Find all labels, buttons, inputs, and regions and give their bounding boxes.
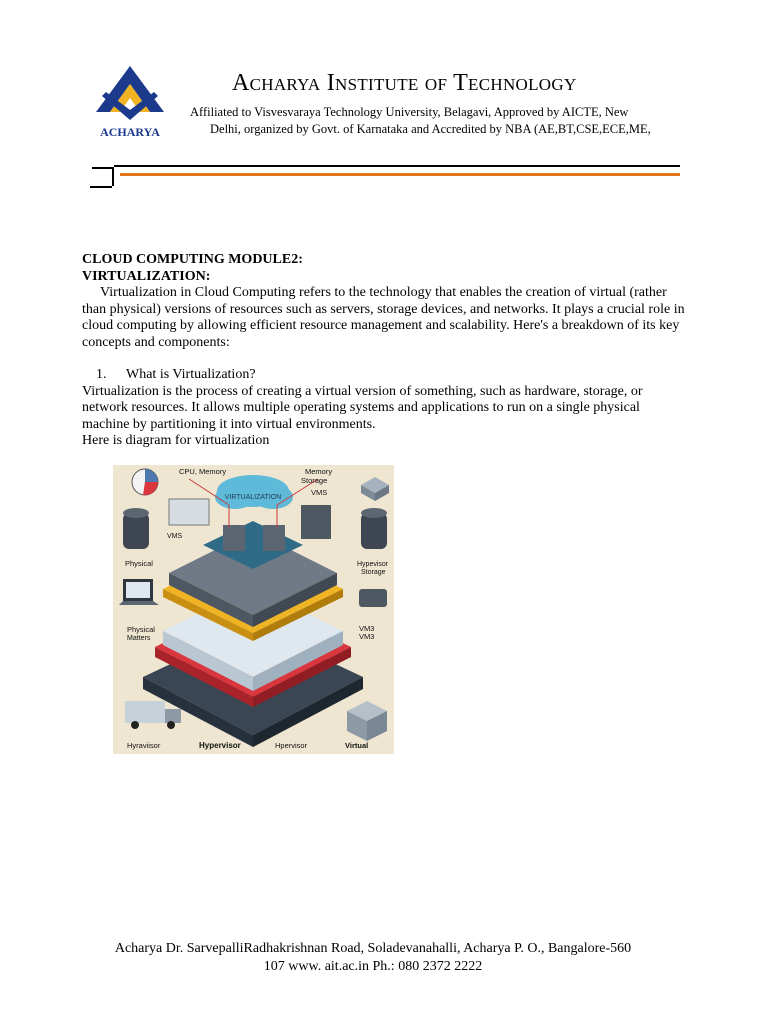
- affiliation-line-2: Delhi, organized by Govt. of Karnataka and Accredited by NBA (AE,BT,CSE,ECE,ME,: [210, 122, 651, 136]
- module-heading: CLOUD COMPUTING MODULE2:: [82, 252, 303, 267]
- page-footer: [100, 940, 646, 976]
- list-title: What is Virtualization?: [126, 367, 256, 382]
- diagram-label-hypervisor-3: Hpervisor: [275, 741, 308, 750]
- diagram-label-hypervisor-1: Hyraviisor: [127, 741, 161, 750]
- diagram-label-virtual: Virtual: [345, 741, 369, 750]
- diagram-label-physical: Physical: [125, 559, 153, 568]
- affiliation-text: [190, 104, 660, 138]
- diagram-label-hypervisor-storage-2: Storage: [361, 569, 386, 576]
- diagram-label-cloud: VIRTUALIZATION: [224, 494, 282, 501]
- definition-paragraph: Virtualization is the process of creating a virtual version of something, such as hardware, storage, or network resources. It allows multiple operating systems and applications to run on a single physical machine by partitioning it into virtual environments.: [82, 383, 643, 432]
- diagram-label-vms-left: VMS: [167, 533, 183, 540]
- section-heading: VIRTUALIZATION:: [82, 268, 211, 284]
- header-rule-black: [114, 165, 680, 167]
- diagram-label-vms-top: VMS: [311, 488, 328, 497]
- footer-address: Acharya Dr. SarvepalliRadhakrishnan Road, Soladevanahalli, Acharya P. O., Bangalore-560: [114, 941, 632, 956]
- diagram-label-hypervisor-2: Hypervisor: [199, 741, 241, 750]
- diagram-label-physical-machines-2: Matters: [127, 635, 151, 642]
- diagram-label-hypervisor-storage: Hypevisor: [357, 561, 389, 568]
- diagram-label-storage: Storage: [301, 476, 328, 485]
- diagram-label-physical-machines: Physical: [127, 625, 155, 634]
- header-rule-orange: [120, 173, 680, 176]
- intro-paragraph: Virtualization in Cloud Computing refers to the technology that enables the creation of virtual (rather than physical) versions of resources such as servers, storage devices, and networks. It plays a crucial role in cloud computing by allowing efficient resource management and scalability. Here's a breakdown of its key concepts and components:: [82, 285, 685, 350]
- affiliation-line-1: Affiliated to Visvesvaraya Technology University, Belagavi, Approved by AICTE, New: [190, 105, 629, 119]
- virtualization-diagram: [113, 465, 394, 754]
- list-item: [82, 367, 688, 384]
- diagram-label-vm3: VM3: [359, 624, 375, 633]
- document-body: [82, 252, 688, 450]
- institute-name: Acharya Institute of Technology: [232, 70, 577, 96]
- diagram-label-cpu: CPU, Memory: [179, 467, 227, 476]
- header-rule-corner: [92, 167, 114, 186]
- diagram-label-memory: Memory: [305, 467, 333, 476]
- institute-logo: [88, 62, 172, 142]
- diagram-label-vm3-b: VM3: [359, 632, 375, 641]
- diagram-caption: Here is diagram for virtualization: [82, 433, 270, 448]
- list-number: 1.: [96, 367, 107, 382]
- logo-text: ACHARYA: [100, 125, 160, 139]
- footer-contact: 107 www. ait.ac.in Ph.: 080 2372 2222: [263, 959, 483, 974]
